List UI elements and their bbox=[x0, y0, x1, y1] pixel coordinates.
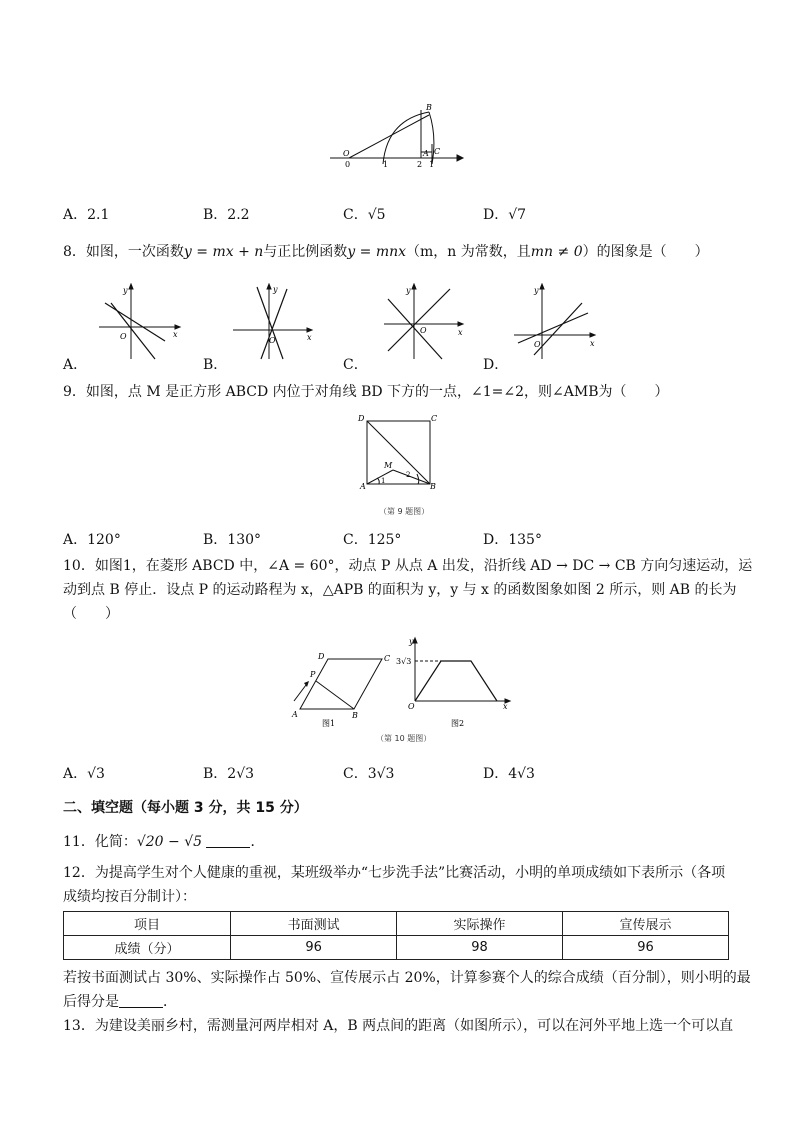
table-header-cell: 书面测试 bbox=[231, 912, 397, 936]
svg-text:A: A bbox=[360, 482, 366, 491]
svg-text:C: C bbox=[431, 414, 438, 423]
table-cell: 96 bbox=[563, 936, 729, 960]
q11-stem bbox=[63, 832, 264, 852]
svg-text:y: y bbox=[406, 286, 411, 295]
table-header-cell: 实际操作 bbox=[397, 912, 563, 936]
q10-stem-line2: 动到点 B 停止．设点 P 的运动路程为 x，△APB 的面积为 y，y 与 x 的函数图象如图 2 所示，则 AB 的长为 bbox=[63, 582, 737, 598]
q7-label-1b: 1 bbox=[429, 160, 435, 169]
svg-text:B: B bbox=[430, 482, 436, 491]
svg-text:y: y bbox=[409, 637, 414, 646]
q8b-line-1 bbox=[257, 287, 283, 359]
svg-text:y: y bbox=[273, 285, 278, 294]
svg-text:P: P bbox=[310, 670, 316, 679]
q7-option-d[interactable]: D．√7 bbox=[483, 207, 527, 223]
svg-text:3√3: 3√3 bbox=[396, 657, 412, 666]
q8-stem-suffix: ）的图象是（ ） bbox=[582, 244, 709, 260]
q7-segment-OB bbox=[349, 115, 429, 158]
q8-graph-d bbox=[512, 283, 600, 363]
q8-stem-mid2: （m，n 为常数，且 bbox=[406, 244, 531, 260]
q8-stem-prefix: 8．如图，一次函数 bbox=[63, 244, 184, 260]
q10-arrow-line bbox=[294, 685, 306, 701]
q7-arc-small bbox=[429, 112, 434, 164]
q7-option-b[interactable]: B．2.2 bbox=[203, 207, 250, 223]
q10-caption: （第 10 题图） bbox=[376, 734, 432, 743]
q9-stem: 9．如图，点 M 是正方形 ABCD 内位于对角线 BD 下方的一点，∠1=∠2，则∠AMB为（ ） bbox=[63, 384, 669, 400]
q8-graph-b bbox=[231, 283, 319, 363]
q7-x-arrow bbox=[457, 155, 463, 161]
q13-stem-line1: 13．为建设美丽乡村，需测量河两岸相对 A，B 两点间的距离（如图所示），可以在河外平地上选一个可以直 bbox=[63, 1018, 734, 1034]
q8-option-a[interactable]: A． bbox=[63, 357, 88, 373]
q9-diagonal-BD bbox=[367, 421, 430, 484]
q12-stem-line4 bbox=[63, 992, 177, 1012]
q9-segment-AM bbox=[367, 470, 393, 484]
q12-stem-line2: 成绩均按百分制计）： bbox=[63, 889, 196, 905]
q12-line4-prefix: 后得分是 bbox=[63, 994, 119, 1010]
svg-text:D: D bbox=[318, 652, 325, 661]
q7-label-1: 1 bbox=[383, 160, 389, 169]
q8-eq1: y = mx + n bbox=[183, 244, 264, 260]
q8-option-c[interactable]: C． bbox=[343, 357, 368, 373]
q8-condition: mn ≠ 0 bbox=[530, 244, 583, 260]
svg-text:M: M bbox=[384, 461, 393, 470]
q11-suffix: ． bbox=[250, 834, 265, 850]
svg-text:D: D bbox=[358, 414, 365, 423]
q9-caption: （第 9 题图） bbox=[379, 507, 430, 516]
table-cell: 96 bbox=[231, 936, 397, 960]
table-row bbox=[64, 936, 729, 960]
svg-text:y: y bbox=[123, 286, 128, 295]
q7-figure bbox=[325, 100, 465, 172]
q10-segment-PB bbox=[316, 681, 354, 709]
q8-eq2: y = mnx bbox=[347, 244, 407, 260]
q8d-line-2 bbox=[534, 303, 582, 355]
q12-answer-blank[interactable] bbox=[119, 993, 163, 1008]
q8-stem-mid1: 与正比例函数 bbox=[263, 244, 348, 260]
q9-option-c[interactable]: C．125° bbox=[343, 532, 402, 548]
q10-fig2-caption: 图2 bbox=[451, 719, 465, 728]
svg-text:O: O bbox=[420, 326, 427, 335]
svg-text:O: O bbox=[120, 332, 127, 341]
svg-text:2: 2 bbox=[406, 471, 411, 479]
q11-expression: √20 − √5 bbox=[136, 834, 203, 850]
q7-option-c[interactable]: C．√5 bbox=[343, 207, 386, 223]
q8-option-b[interactable]: B． bbox=[203, 357, 228, 373]
q12-score-table bbox=[63, 911, 729, 960]
q12-line4-suffix: ． bbox=[163, 994, 177, 1010]
q12-stem-line1: 12．为提高学生对个人健康的重视，某班级举办“七步洗手法”比赛活动，小明的单项成绩如下表所示（各项 bbox=[63, 865, 726, 881]
q10-option-a[interactable]: A．√3 bbox=[63, 766, 105, 782]
q9-segment-MB bbox=[393, 470, 430, 484]
q8b-line-2 bbox=[261, 289, 287, 359]
q8c-line-1 bbox=[388, 299, 442, 359]
q10-option-d[interactable]: D．4√3 bbox=[483, 766, 535, 782]
svg-text:O: O bbox=[408, 702, 415, 711]
q9-option-a[interactable]: A．120° bbox=[63, 532, 121, 548]
svg-text:x: x bbox=[458, 328, 463, 337]
q7-label-0: 0 bbox=[345, 160, 351, 169]
svg-text:x: x bbox=[173, 330, 178, 339]
svg-text:O: O bbox=[269, 336, 276, 345]
table-header-row bbox=[64, 912, 729, 936]
q12-stem-line3: 若按书面测试占 30%、实际操作占 50%、宣传展示占 20%，计算参赛个人的综合成绩（百分制），则小明的最 bbox=[63, 970, 751, 986]
svg-text:A: A bbox=[292, 710, 298, 719]
q10-figure-1 bbox=[290, 645, 394, 729]
q7-label-A: A bbox=[423, 149, 429, 158]
q10-rhombus bbox=[300, 659, 382, 709]
q10-stem-line1: 10．如图1，在菱形 ABCD 中，∠A = 60°，动点 P 从点 A 出发，沿折线 AD → DC → CB 方向匀速运动，运 bbox=[63, 558, 753, 574]
q10-option-c[interactable]: C．3√3 bbox=[343, 766, 395, 782]
q8-option-d[interactable]: D． bbox=[483, 357, 509, 373]
q8c-line-2 bbox=[388, 289, 450, 351]
q7-label-B: B bbox=[426, 103, 432, 112]
table-cell: 成绩（分） bbox=[64, 936, 231, 960]
table-cell: 98 bbox=[397, 936, 563, 960]
section-2-title: 二、填空题（每小题 3 分，共 15 分） bbox=[63, 800, 308, 816]
q9-option-b[interactable]: B．130° bbox=[203, 532, 262, 548]
q7-label-O: O bbox=[343, 149, 350, 158]
q10-fig1-caption: 图1 bbox=[322, 719, 336, 728]
svg-text:x: x bbox=[503, 702, 508, 711]
q10-option-b[interactable]: B．2√3 bbox=[203, 766, 255, 782]
svg-text:O: O bbox=[534, 340, 541, 349]
svg-text:x: x bbox=[307, 333, 312, 342]
q7-label-C: C bbox=[434, 147, 441, 156]
q10-figure-2 bbox=[393, 633, 515, 729]
q7-option-a[interactable]: A．2.1 bbox=[63, 207, 110, 223]
q8d-line-1 bbox=[518, 313, 588, 343]
svg-text:C: C bbox=[384, 654, 391, 663]
svg-text:x: x bbox=[590, 339, 595, 348]
q8-graph-a bbox=[95, 283, 183, 363]
q7-label-2: 2 bbox=[417, 160, 423, 169]
q8-graph-c bbox=[380, 283, 468, 363]
svg-text:y: y bbox=[534, 286, 539, 295]
q9-figure bbox=[357, 411, 441, 491]
svg-text:B: B bbox=[352, 711, 358, 720]
q11-answer-blank[interactable] bbox=[206, 833, 250, 848]
q8a-line-1 bbox=[105, 303, 165, 341]
q9-option-d[interactable]: D．135° bbox=[483, 532, 542, 548]
q8-stem bbox=[63, 242, 709, 262]
table-header-cell: 宣传展示 bbox=[563, 912, 729, 936]
q10-stem-line3: （ ） bbox=[63, 606, 119, 622]
q11-prefix: 11．化简： bbox=[63, 834, 137, 850]
table-header-cell: 项目 bbox=[64, 912, 231, 936]
q10-function-graph bbox=[415, 661, 497, 701]
svg-text:1: 1 bbox=[381, 477, 386, 485]
